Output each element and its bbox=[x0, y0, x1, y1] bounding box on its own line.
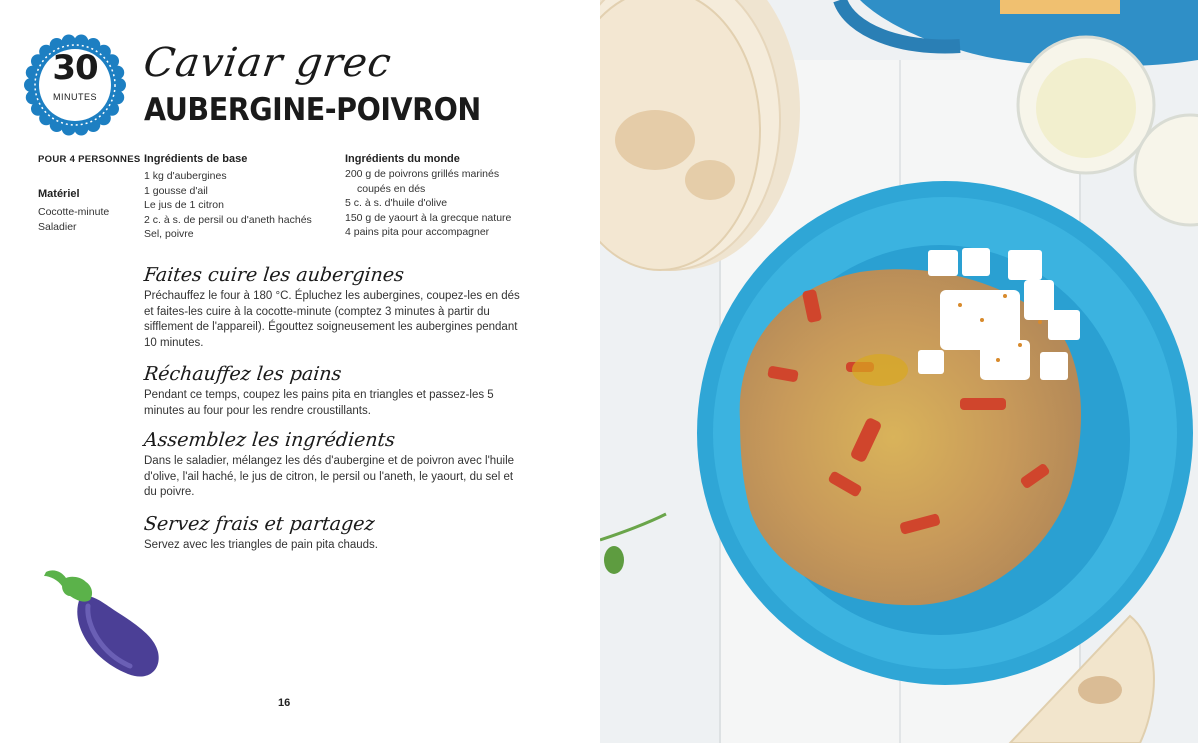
step-text: Servez avec les triangles de pain pita chauds. bbox=[144, 539, 378, 551]
badge-scallop bbox=[86, 118, 100, 132]
badge-scallop bbox=[62, 122, 76, 136]
step-heading: Assemblez les ingrédients bbox=[142, 429, 397, 451]
list-item: Sel, poivre bbox=[144, 228, 194, 240]
step-text: Pendant ce temps, coupez les pains pita en triangles et passez-les 5 minutes au four pour les rendre croustillants. bbox=[144, 389, 494, 417]
step-1 bbox=[144, 264, 524, 351]
time-badge bbox=[24, 34, 126, 136]
list-item: 4 pains pita pour accompagner bbox=[345, 226, 490, 238]
list-item: 1 gousse d'ail bbox=[144, 184, 208, 197]
step-text: Préchauffez le four à 180 °C. Épluchez les aubergines, coupez-les en dés et faites-les cuire à la cocotte-minute (comptez 3 minutes à partir du sifflement de l'appareil). Égouttez soigneusement les aubergines pendant 10 minutes. bbox=[144, 290, 520, 349]
eggplant-icon bbox=[40, 566, 164, 682]
badge-number: 30 bbox=[52, 48, 98, 88]
step-4 bbox=[144, 513, 524, 554]
food-photo bbox=[600, 0, 1198, 743]
serves-label: POUR 4 PERSONNES bbox=[38, 154, 141, 165]
list-item: 200 g de poivrons grillés marinés bbox=[345, 168, 500, 180]
ingredients-monde-heading: Ingrédients du monde bbox=[345, 153, 460, 165]
ingredients-base-list bbox=[144, 169, 312, 242]
list-item: Cocotte-minute bbox=[38, 206, 110, 218]
step-heading: Servez frais et partagez bbox=[142, 513, 376, 535]
list-item: 150 g de yaourt à la grecque nature bbox=[345, 211, 512, 224]
list-item: 5 c. à s. d'huile d'olive bbox=[345, 197, 448, 209]
caviar-bowl-photo bbox=[600, 0, 1198, 743]
recipe-title-script: Caviar grec bbox=[140, 40, 395, 86]
recipe-title-main: AUBERGINE-POIVRON bbox=[144, 92, 481, 128]
step-3 bbox=[144, 429, 524, 501]
list-item: Le jus de 1 citron bbox=[144, 199, 224, 211]
badge-unit: MINUTES bbox=[53, 92, 97, 102]
badge-scallop bbox=[74, 34, 88, 48]
list-item: Saladier bbox=[38, 220, 77, 233]
step-text: Dans le saladier, mélangez les dés d'aubergine et de poivron avec l'huile d'olive, l'ail haché, le jus de citron, le persil ou l'aneth, le yaourt, du sel et du poivre. bbox=[144, 455, 515, 498]
step-heading: Faites cuire les aubergines bbox=[142, 264, 406, 286]
list-item: 2 c. à s. de persil ou d'aneth hachés bbox=[144, 213, 312, 226]
step-heading: Réchauffez les pains bbox=[142, 363, 343, 385]
ingredients-monde-list bbox=[345, 167, 535, 240]
materiel-list bbox=[38, 205, 109, 234]
materiel-heading: Matériel bbox=[38, 188, 80, 200]
step-2 bbox=[144, 363, 524, 419]
list-item: coupés en dés bbox=[357, 182, 426, 195]
list-item: 1 kg d'aubergines bbox=[144, 170, 227, 182]
page-number: 16 bbox=[278, 697, 291, 709]
ingredients-base-heading: Ingrédients de base bbox=[144, 153, 248, 165]
